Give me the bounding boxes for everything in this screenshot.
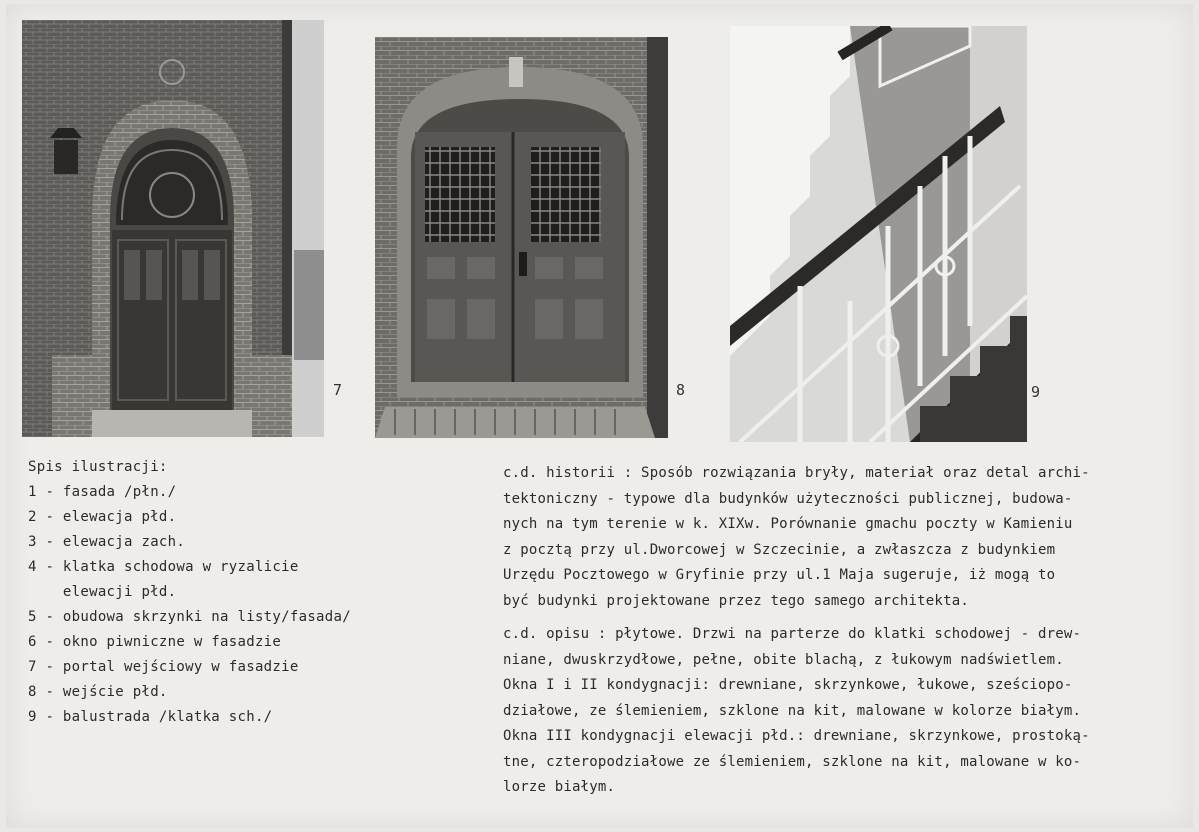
- list-item: 5 - obudowa skrzynki na listy/fasada/: [28, 609, 351, 625]
- history-line: z pocztą przy ul.Dworcowej w Szczecinie, a zwłaszcza z budynkiem: [503, 541, 1056, 558]
- history-line: Urzędu Pocztowego w Gryfinie przy ul.1 Maja sugeruje, iż mogą to: [503, 567, 1056, 583]
- entrance-image: [375, 37, 668, 438]
- list-item: 1 - fasada /płn./: [28, 484, 177, 500]
- list-item: 8 - wejście płd.: [28, 684, 168, 700]
- description-line: lorze białym.: [503, 779, 616, 795]
- figure-number-7: 7: [333, 381, 343, 399]
- list-item: 2 - elewacja płd.: [28, 509, 177, 525]
- list-item: elewacji płd.: [28, 584, 177, 600]
- list-item: 9 - balustrada /klatka sch./: [28, 709, 273, 725]
- photo-entrance: [375, 37, 668, 438]
- portal-image: [22, 20, 324, 437]
- illustration-list: [28, 455, 488, 730]
- description-line: tne, czteropodziałowe ze ślemieniem, szklone na kit, malowane w ko-: [503, 753, 1082, 770]
- figure-number-9: 9: [1031, 383, 1041, 401]
- illustration-list-title: Spis ilustracji:: [28, 459, 168, 475]
- description-line: Okna I i II kondygnacji: drewniane, skrzynkowe, łukowe, sześciopo-: [503, 677, 1073, 693]
- description-line: c.d. opisu : płytowe. Drzwi na parterze do klatki schodowej - drew-: [503, 626, 1082, 642]
- history-line: tektoniczny - typowe dla budynków użyteczności publicznej, budowa-: [503, 490, 1073, 507]
- history-paragraph: [503, 461, 1183, 614]
- description-paragraph: [503, 622, 1183, 801]
- photo-balustrade: [730, 26, 1027, 442]
- history-line: nych na tym terenie w k. XIXw. Porównanie gmachu poczty w Kamieniu: [503, 516, 1073, 532]
- list-item: 6 - okno piwniczne w fasadzie: [28, 634, 282, 650]
- description-line: niane, dwuskrzydłowe, pełne, obite blachą, z łukowym nadświetlem.: [503, 651, 1064, 668]
- list-item: 7 - portal wejściowy w fasadzie: [28, 659, 299, 675]
- list-item: 3 - elewacja zach.: [28, 534, 186, 550]
- list-item: 4 - klatka schodowa w ryzalicie: [28, 559, 299, 575]
- photo-portal: [22, 20, 324, 437]
- balustrade-image: [730, 26, 1027, 442]
- history-line: być budynki projektowane przez tego samego architekta.: [503, 592, 969, 609]
- figure-number-8: 8: [676, 381, 686, 399]
- description-line: Okna III kondygnacji elewacji płd.: drewniane, skrzynkowe, prostoką-: [503, 728, 1090, 744]
- description-line: działowe, ze ślemieniem, szklone na kit, malowane w kolorze białym.: [503, 702, 1082, 719]
- history-line: c.d. historii : Sposób rozwiązania bryły, materiał oraz detal archi-: [503, 465, 1090, 481]
